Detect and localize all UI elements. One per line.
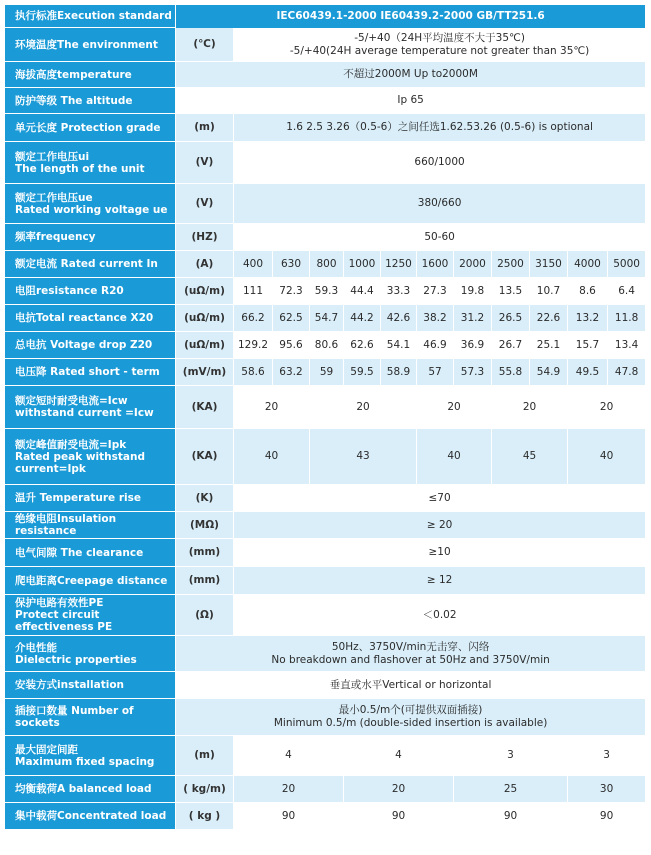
dielectric-row — [5, 636, 645, 672]
resistance-cell: 10.7 — [529, 278, 567, 305]
temperature-rise-row — [5, 485, 645, 512]
creepage-label: 爬电距离Creepage distance — [5, 567, 175, 595]
altitude-label: 海拔高度temperature — [5, 62, 175, 88]
short-term-cell: 49.5 — [567, 359, 607, 386]
reactance-cell: 66.2 — [233, 305, 272, 332]
short-term-cell: 57 — [416, 359, 453, 386]
pe-label-cn: 保护电路有效性PE — [15, 597, 104, 609]
protection-value: Ip 65 — [175, 88, 645, 114]
resistance-cell: 19.8 — [453, 278, 491, 305]
concentrated-load-unit: ( kg ) — [175, 803, 233, 830]
clearance-unit: (mm) — [175, 539, 233, 567]
resistance-label: 电阻resistance R20 — [5, 278, 175, 305]
reactance-cell: 42.6 — [380, 305, 416, 332]
resistance-cell: 8.6 — [567, 278, 607, 305]
frequency-unit: (HZ) — [175, 224, 233, 251]
concentrated-load-cell: 90 — [343, 803, 453, 830]
current-cell: 800 — [309, 251, 343, 278]
short-term-cell: 59 — [309, 359, 343, 386]
clearance-row — [5, 539, 645, 567]
current-cell: 5000 — [607, 251, 645, 278]
frequency-row — [5, 224, 645, 251]
length-value: 1.6 2.5 3.26（0.5-6）之间任选1.62.53.26 (0.5-6) is optional — [233, 114, 645, 142]
withstand-ipk-cell: 40 — [233, 429, 309, 485]
header-value: IEC60439.1-2000 IE60439.2-2000 GB/TT251.6 — [175, 5, 645, 28]
dielectric-value — [175, 636, 645, 672]
altitude-row — [5, 62, 645, 88]
installation-value: 垂直或水平Vertical or horizontal — [175, 672, 645, 699]
balanced-load-unit: ( kg/m) — [175, 776, 233, 803]
withstand-icw-cell: 20 — [416, 386, 491, 429]
resistance-cell: 44.4 — [343, 278, 380, 305]
reactance-cell: 54.7 — [309, 305, 343, 332]
voltage-drop-label: 总电抗 Voltage drop Z20 — [5, 332, 175, 359]
concentrated-load-cell: 90 — [453, 803, 567, 830]
temperature-rise-unit: (K) — [175, 485, 233, 512]
length-unit: (m) — [175, 114, 233, 142]
current-cell: 630 — [272, 251, 309, 278]
short-term-unit: (mV/m) — [175, 359, 233, 386]
concentrated-load-cell: 90 — [567, 803, 645, 830]
reactance-cell: 11.8 — [607, 305, 645, 332]
voltage-drop-row — [5, 332, 645, 359]
voltage-drop-cell: 15.7 — [567, 332, 607, 359]
dielectric-label — [5, 636, 175, 672]
insulation-label: 绝缘电阻Insulation resistance — [5, 512, 175, 539]
voltage-ui-label-en: The length of the unit — [15, 162, 145, 175]
length-row — [5, 114, 645, 142]
withstand-icw-label-en: withstand current =Icw — [15, 407, 154, 419]
withstand-icw-row — [5, 386, 645, 429]
short-term-cell: 54.9 — [529, 359, 567, 386]
balanced-load-cell: 25 — [453, 776, 567, 803]
short-term-cell: 47.8 — [607, 359, 645, 386]
withstand-icw-cell: 20 — [233, 386, 309, 429]
balanced-load-label: 均衡载荷A balanced load — [5, 776, 175, 803]
withstand-icw-cell: 20 — [491, 386, 567, 429]
withstand-ipk-unit: (KA) — [175, 429, 233, 485]
frequency-value: 50-60 — [233, 224, 645, 251]
current-cell: 1600 — [416, 251, 453, 278]
withstand-icw-cell: 20 — [567, 386, 645, 429]
withstand-icw-label-cn: 额定短时耐受电流=Icw — [15, 395, 128, 407]
sockets-row — [5, 699, 645, 736]
current-cell: 400 — [233, 251, 272, 278]
pe-row — [5, 595, 645, 636]
pe-unit: (Ω) — [175, 595, 233, 636]
pe-label-en: Protect circuit effectiveness PE — [15, 609, 113, 633]
temperature-rise-label: 温升 Temperature rise — [5, 485, 175, 512]
spec-table — [5, 5, 645, 830]
spacing-cell: 3 — [567, 736, 645, 776]
environment-value — [233, 28, 645, 62]
current-cell: 4000 — [567, 251, 607, 278]
spacing-label-en: Maximum fixed spacing — [15, 755, 155, 768]
current-cell: 3150 — [529, 251, 567, 278]
header-row — [5, 5, 645, 28]
concentrated-load-row — [5, 803, 645, 830]
reactance-cell: 13.2 — [567, 305, 607, 332]
balanced-load-cell: 20 — [343, 776, 453, 803]
voltage-ui-value: 660/1000 — [233, 142, 645, 184]
voltage-ui-unit: (V) — [175, 142, 233, 184]
voltage-ue-label-cn: 额定工作电压ue — [15, 191, 93, 204]
resistance-cell: 33.3 — [380, 278, 416, 305]
current-label: 额定电流 Rated current In — [5, 251, 175, 278]
environment-row — [5, 28, 645, 62]
dielectric-label-cn: 介电性能 — [15, 641, 57, 654]
balanced-load-cell: 30 — [567, 776, 645, 803]
resistance-unit: (uΩ/m) — [175, 278, 233, 305]
resistance-row — [5, 278, 645, 305]
short-term-cell: 63.2 — [272, 359, 309, 386]
voltage-drop-cell: 46.9 — [416, 332, 453, 359]
withstand-icw-cell: 20 — [309, 386, 416, 429]
insulation-value: ≥ 20 — [233, 512, 645, 539]
environment-label: 环境温度The environment — [5, 28, 175, 62]
withstand-ipk-label-en: Rated peak withstand current=Ipk — [15, 450, 145, 475]
withstand-icw-unit: (KA) — [175, 386, 233, 429]
frequency-label: 频率frequency — [5, 224, 175, 251]
current-cell: 2500 — [491, 251, 529, 278]
short-term-cell: 58.9 — [380, 359, 416, 386]
voltage-ue-label-en: Rated working voltage ue — [15, 203, 168, 216]
voltage-drop-cell: 36.9 — [453, 332, 491, 359]
current-cell: 1250 — [380, 251, 416, 278]
temperature-rise-value: ≤70 — [233, 485, 645, 512]
reactance-unit: (uΩ/m) — [175, 305, 233, 332]
resistance-cell: 72.3 — [272, 278, 309, 305]
current-cell: 2000 — [453, 251, 491, 278]
voltage-ui-row — [5, 142, 645, 184]
resistance-cell: 59.3 — [309, 278, 343, 305]
insulation-row — [5, 512, 645, 539]
spacing-unit: (m) — [175, 736, 233, 776]
voltage-drop-cell: 13.4 — [607, 332, 645, 359]
withstand-ipk-cell: 40 — [416, 429, 491, 485]
voltage-ue-unit: (V) — [175, 184, 233, 224]
dielectric-line1: 50Hz、3750V/min无击穿、闪络 — [331, 640, 490, 653]
voltage-drop-cell: 54.1 — [380, 332, 416, 359]
short-term-cell: 58.6 — [233, 359, 272, 386]
voltage-ui-label — [5, 142, 175, 184]
withstand-ipk-label — [5, 429, 175, 485]
voltage-drop-cell: 25.1 — [529, 332, 567, 359]
dielectric-line2: No breakdown and flashover at 50Hz and 3750V/min — [271, 653, 550, 666]
reactance-row — [5, 305, 645, 332]
withstand-ipk-row — [5, 429, 645, 485]
short-term-cell: 59.5 — [343, 359, 380, 386]
voltage-drop-cell: 26.7 — [491, 332, 529, 359]
creepage-unit: (mm) — [175, 567, 233, 595]
short-term-row — [5, 359, 645, 386]
environment-unit: (℃) — [175, 28, 233, 62]
short-term-cell: 57.3 — [453, 359, 491, 386]
pe-label — [5, 595, 175, 636]
installation-label: 安装方式installation — [5, 672, 175, 699]
spacing-label — [5, 736, 175, 776]
voltage-ue-row — [5, 184, 645, 224]
protection-label: 防护等级 The altitude — [5, 88, 175, 114]
withstand-ipk-cell: 43 — [309, 429, 416, 485]
concentrated-load-cell: 90 — [233, 803, 343, 830]
creepage-value: ≥ 12 — [233, 567, 645, 595]
length-label: 单元长度 Protection grade — [5, 114, 175, 142]
balanced-load-row — [5, 776, 645, 803]
spacing-cell: 4 — [233, 736, 343, 776]
clearance-value: ≥10 — [233, 539, 645, 567]
resistance-cell: 111 — [233, 278, 272, 305]
reactance-cell: 22.6 — [529, 305, 567, 332]
spacing-cell: 4 — [343, 736, 453, 776]
voltage-drop-cell: 80.6 — [309, 332, 343, 359]
reactance-label: 电抗Total reactance X20 — [5, 305, 175, 332]
voltage-ue-label — [5, 184, 175, 224]
sockets-line1: 最小0.5/m个(可提供双面插接) — [338, 704, 483, 716]
sockets-label: 插接口数量 Number of sockets — [5, 699, 175, 736]
spacing-row — [5, 736, 645, 776]
current-unit: (A) — [175, 251, 233, 278]
withstand-icw-label — [5, 386, 175, 429]
sockets-value — [175, 699, 645, 736]
short-term-cell: 55.8 — [491, 359, 529, 386]
current-cell: 1000 — [343, 251, 380, 278]
installation-row — [5, 672, 645, 699]
reactance-cell: 38.2 — [416, 305, 453, 332]
pe-value: ＜0.02 — [233, 595, 645, 636]
altitude-value: 不超过2000M Up to2000M — [175, 62, 645, 88]
voltage-drop-cell: 129.2 — [233, 332, 272, 359]
voltage-ue-value: 380/660 — [233, 184, 645, 224]
dielectric-label-en: Dielectric properties — [15, 653, 137, 666]
withstand-ipk-cell: 40 — [567, 429, 645, 485]
voltage-drop-cell: 62.6 — [343, 332, 380, 359]
withstand-ipk-label-cn: 额定峰值耐受电流=Ipk — [15, 438, 127, 451]
resistance-cell: 6.4 — [607, 278, 645, 305]
concentrated-load-label: 集中载荷Concentrated load — [5, 803, 175, 830]
voltage-ui-label-cn: 额定工作电压ui — [15, 150, 90, 163]
clearance-label: 电气间隙 The clearance — [5, 539, 175, 567]
header-label: 执行标准Execution standard — [5, 5, 175, 28]
voltage-drop-cell: 95.6 — [272, 332, 309, 359]
current-row — [5, 251, 645, 278]
reactance-cell: 44.2 — [343, 305, 380, 332]
spacing-label-cn: 最大固定间距 — [15, 743, 78, 756]
short-term-label: 电压降 Rated short - term — [5, 359, 175, 386]
resistance-cell: 13.5 — [491, 278, 529, 305]
reactance-cell: 31.2 — [453, 305, 491, 332]
reactance-cell: 62.5 — [272, 305, 309, 332]
balanced-load-cell: 20 — [233, 776, 343, 803]
protection-row — [5, 88, 645, 114]
resistance-cell: 27.3 — [416, 278, 453, 305]
insulation-unit: (MΩ) — [175, 512, 233, 539]
reactance-cell: 26.5 — [491, 305, 529, 332]
creepage-row — [5, 567, 645, 595]
environment-line2: -5/+40(24H average temperature not greater than 35℃) — [289, 44, 590, 57]
environment-line1: -5/+40（24H平均温度不大于35℃) — [354, 31, 525, 44]
withstand-ipk-cell: 45 — [491, 429, 567, 485]
voltage-drop-unit: (uΩ/m) — [175, 332, 233, 359]
spacing-cell: 3 — [453, 736, 567, 776]
sockets-line2: Minimum 0.5/m (double-sided insertion is available) — [273, 717, 548, 729]
